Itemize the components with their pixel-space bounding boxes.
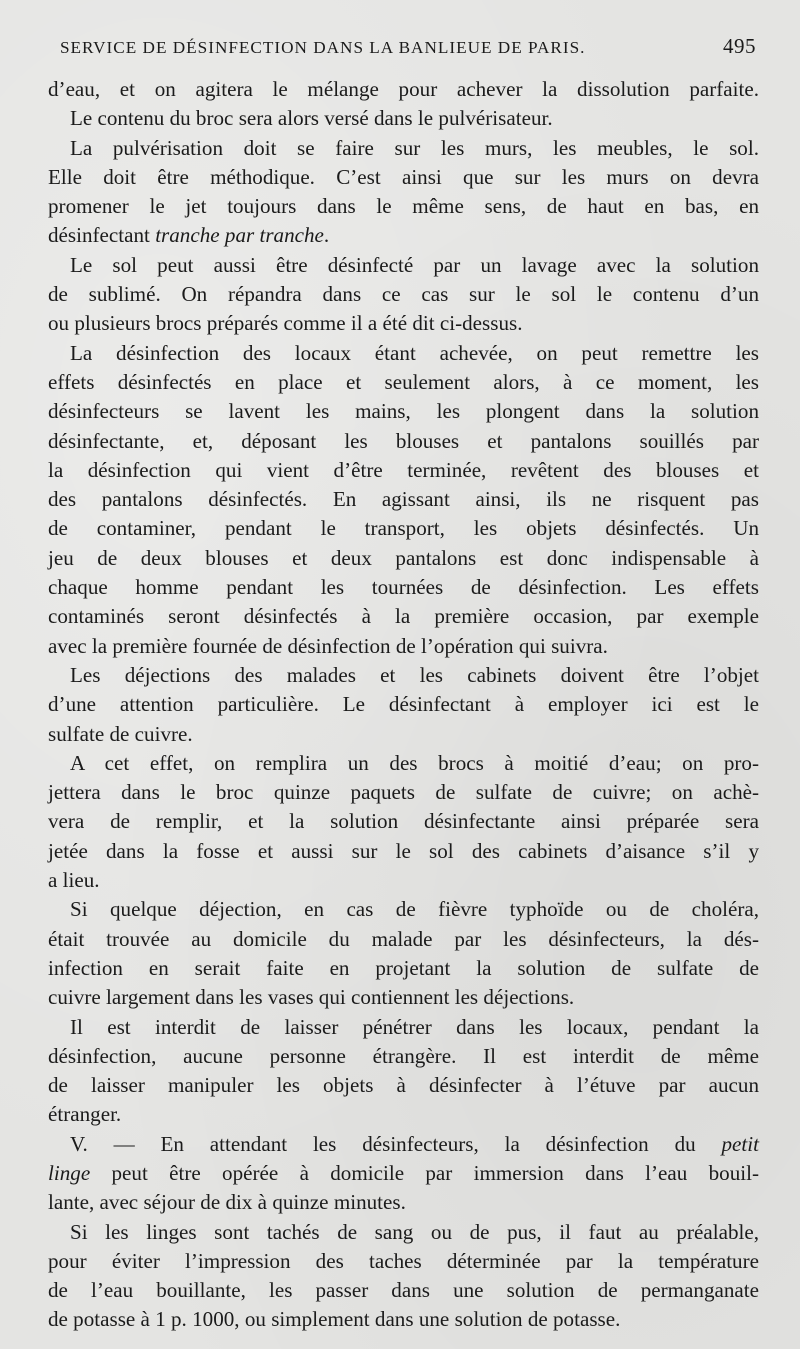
text-segment: . — [323, 223, 330, 248]
text-line — [48, 75, 759, 104]
body-text — [48, 75, 759, 1335]
text-line — [48, 602, 759, 631]
text-line — [48, 339, 759, 368]
text-line — [48, 485, 759, 514]
text-line — [48, 1276, 759, 1305]
text-segment: La désinfection des locaux étant achevée, on peut remettre les — [70, 340, 759, 365]
text-segment: Elle doit être méthodique. C’est ainsi que sur les murs on devra — [48, 164, 759, 189]
text-line — [48, 954, 759, 983]
italic-text-segment: tranche par tranche — [155, 223, 324, 248]
text-segment: Si quelque déjection, en cas de fièvre typhoïde ou de choléra, — [70, 897, 759, 922]
text-line — [48, 163, 759, 192]
text-segment: lante, avec séjour de dix à quinze minutes. — [48, 1190, 406, 1215]
text-segment: a lieu. — [48, 868, 100, 893]
text-segment: A cet effet, on remplira un des brocs à moitié d’eau; on pro- — [70, 750, 759, 775]
text-line — [48, 544, 759, 573]
text-segment: de laisser manipuler les objets à désinfecter à l’étuve par aucun — [48, 1073, 759, 1098]
text-segment: chaque homme pendant les tournées de désinfection. Les effets — [48, 575, 759, 600]
text-segment: d’une attention particulière. Le désinfectant à employer ici est le — [48, 692, 759, 717]
text-segment: sulfate de cuivre. — [48, 721, 193, 746]
text-line — [48, 397, 759, 426]
text-line — [48, 1013, 759, 1042]
text-segment: désinfectant — [48, 223, 156, 248]
text-segment: de l’eau bouillante, les passer dans une solution de permanganate — [48, 1278, 759, 1303]
text-line — [48, 1159, 759, 1188]
italic-text-segment: linge — [48, 1160, 91, 1185]
text-line — [48, 1218, 759, 1247]
text-line — [48, 221, 759, 250]
text-segment: jetée dans la fosse et aussi sur le sol des cabinets d’aisance s’il y — [48, 838, 759, 863]
text-segment: de potasse à 1 p. 1000, ou simplement dans une solution de potasse. — [48, 1307, 621, 1332]
text-segment: de contaminer, pendant le transport, les objets désinfectés. Un — [48, 516, 759, 541]
text-line — [48, 1188, 759, 1217]
italic-text-segment: petit — [721, 1131, 759, 1156]
text-segment: de sublimé. On répandra dans ce cas sur le sol le contenu d’un — [48, 282, 759, 307]
text-line — [48, 661, 759, 690]
text-segment: était trouvée au domicile du malade par les désinfecteurs, la dés- — [48, 926, 759, 951]
text-segment: Le sol peut aussi être désinfecté par un lavage avec la solution — [70, 252, 759, 277]
page-number: 495 — [723, 34, 756, 58]
text-segment: des pantalons désinfectés. En agissant ainsi, ils ne risquent pas — [48, 487, 759, 512]
text-line — [48, 807, 759, 836]
running-title: SERVICE DE DÉSINFECTION DANS LA BANLIEUE DE PARIS. — [60, 38, 586, 57]
text-line — [48, 1305, 759, 1334]
text-line — [48, 1247, 759, 1276]
text-segment: d’eau, et on agitera le mélange pour achever la dissolution parfaite. — [48, 77, 759, 101]
text-line — [48, 778, 759, 807]
text-line — [48, 1100, 759, 1129]
text-line — [48, 514, 759, 543]
text-segment: jeu de deux blouses et deux pantalons est donc indispensable à — [48, 545, 759, 570]
text-line — [48, 104, 759, 133]
text-line — [48, 280, 759, 309]
text-line — [48, 837, 759, 866]
text-line — [48, 895, 759, 924]
text-segment: infection en serait faite en projetant la solution de sulfate de — [48, 955, 759, 980]
text-line — [48, 749, 759, 778]
text-line — [48, 925, 759, 954]
text-segment: V. — En attendant les désinfecteurs, la désinfection du — [70, 1131, 722, 1156]
text-segment: La pulvérisation doit se faire sur les murs, les meubles, le sol. — [70, 135, 759, 160]
text-line — [48, 1130, 759, 1159]
running-header — [60, 34, 756, 64]
text-line — [48, 573, 759, 602]
text-segment: vera de remplir, et la solution désinfectante ainsi préparée sera — [48, 809, 759, 834]
text-segment: désinfectante, et, déposant les blouses et pantalons souillés par — [48, 428, 759, 453]
text-line — [48, 368, 759, 397]
text-line — [48, 456, 759, 485]
text-line — [48, 690, 759, 719]
text-segment: Si les linges sont tachés de sang ou de pus, il faut au préalable, — [70, 1219, 759, 1244]
text-line — [48, 309, 759, 338]
text-segment: étranger. — [48, 1102, 122, 1127]
text-line — [48, 1071, 759, 1100]
text-line — [48, 427, 759, 456]
text-line — [48, 983, 759, 1012]
text-segment: pour éviter l’impression des taches déterminée par la température — [48, 1248, 759, 1273]
text-segment: ou plusieurs brocs préparés comme il a été dit ci-dessus. — [48, 311, 523, 336]
text-line — [48, 632, 759, 661]
text-segment: peut être opérée à domicile par immersion dans l’eau bouil- — [90, 1160, 759, 1185]
text-segment: Les déjections des malades et les cabinets doivent être l’objet — [70, 662, 759, 687]
text-segment: effets désinfectés en place et seulement alors, à ce moment, les — [48, 369, 759, 394]
text-segment: jettera dans le broc quinze paquets de sulfate de cuivre; on achè- — [48, 780, 759, 805]
text-line — [48, 251, 759, 280]
text-line — [48, 134, 759, 163]
text-segment: Le contenu du broc sera alors versé dans le pulvérisateur. — [70, 106, 553, 131]
text-line — [48, 1042, 759, 1071]
text-segment: contaminés seront désinfectés à la première occasion, par exemple — [48, 604, 759, 629]
text-segment: cuivre largement dans les vases qui contiennent les déjections. — [48, 985, 575, 1010]
text-segment: désinfecteurs se lavent les mains, les plongent dans la solution — [48, 399, 759, 424]
text-line — [48, 192, 759, 221]
text-segment: désinfection, aucune personne étrangère. Il est interdit de même — [48, 1043, 759, 1068]
text-segment: la désinfection qui vient d’être terminée, revêtent des blouses et — [48, 457, 759, 482]
text-line — [48, 866, 759, 895]
text-segment: avec la première fournée de désinfection de l’opération qui suivra. — [48, 633, 608, 658]
text-line — [48, 720, 759, 749]
text-segment: promener le jet toujours dans le même sens, de haut en bas, en — [48, 194, 759, 219]
text-segment: Il est interdit de laisser pénétrer dans les locaux, pendant la — [70, 1014, 759, 1039]
